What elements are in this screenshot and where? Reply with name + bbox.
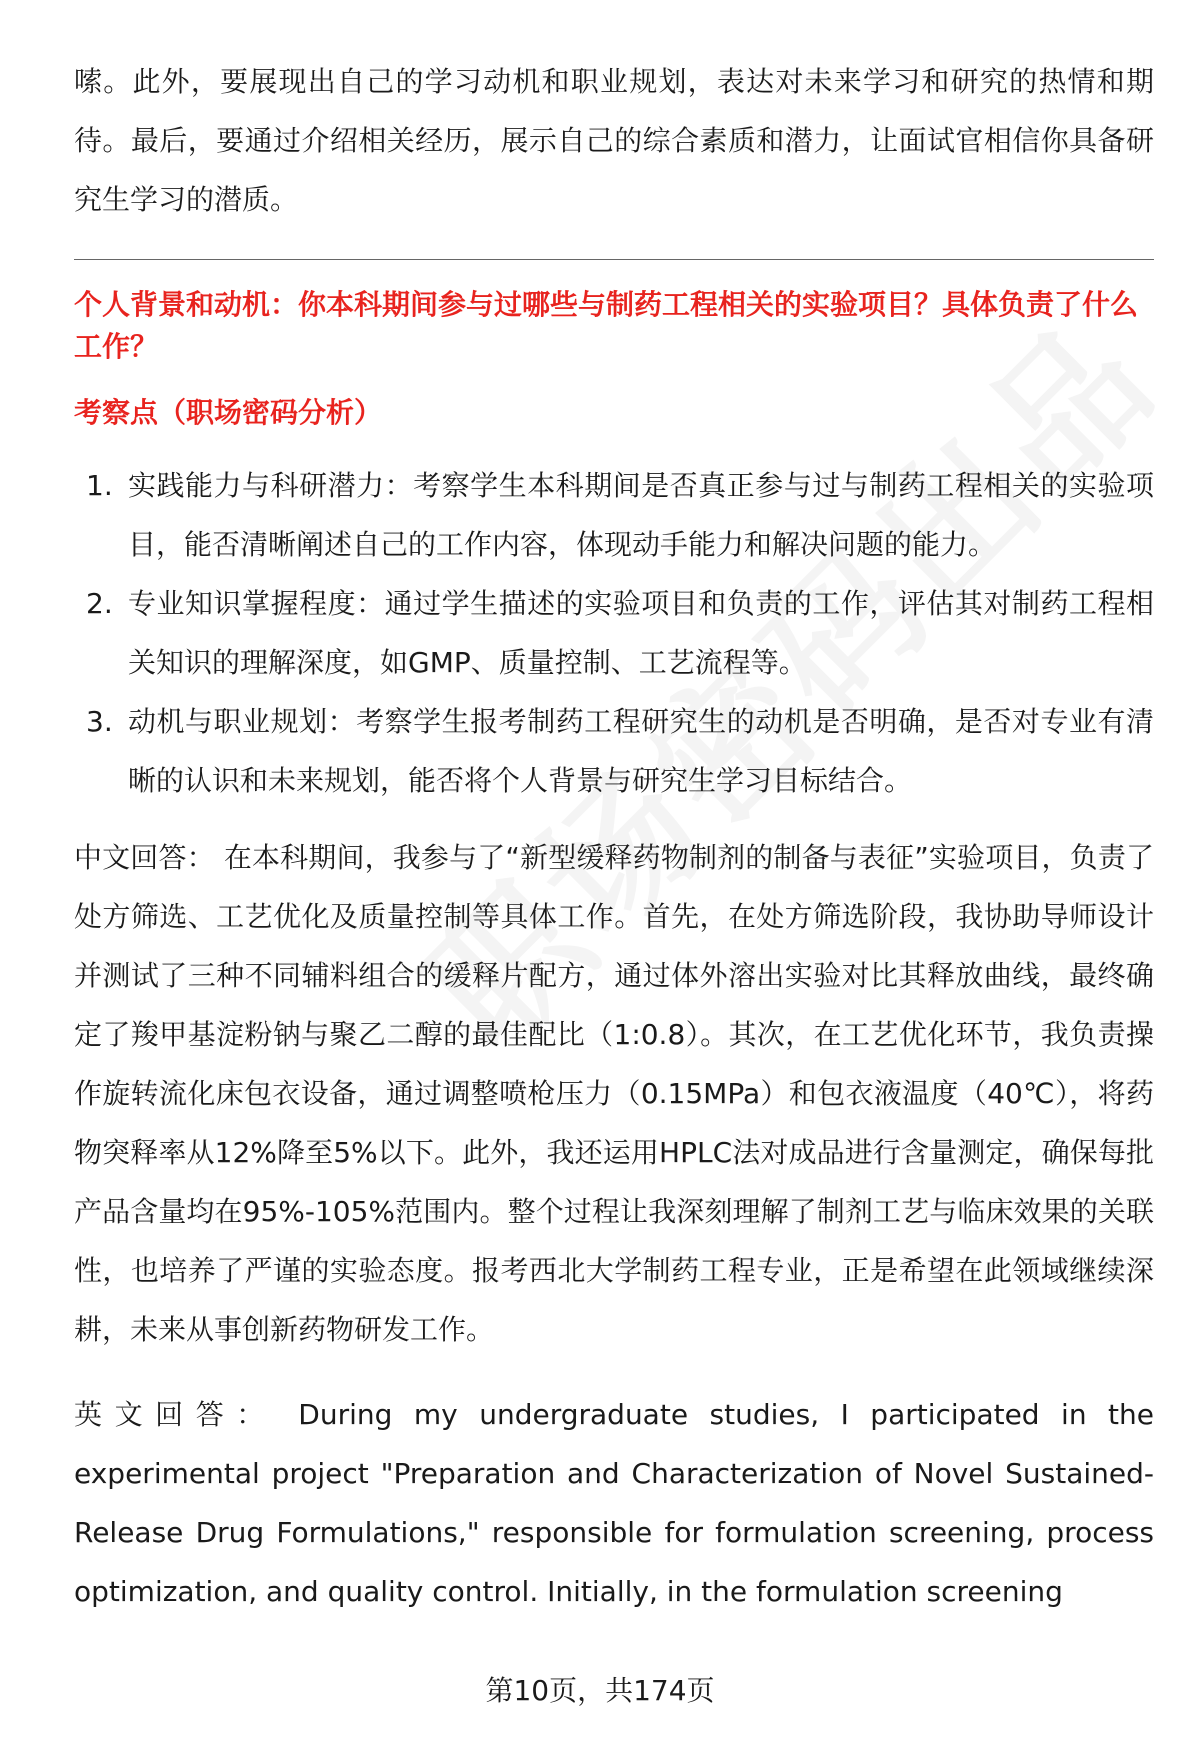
list-item-number: 3.: [86, 705, 113, 738]
intro-paragraph: 嗦。此外，要展现出自己的学习动机和职业规划，表达对未来学习和研究的热情和期待。最后，要通过介绍相关经历，展示自己的综合素质和潜力，让面试官相信你具备研究生学习的潜质。: [74, 65, 1154, 216]
question-heading: 个人背景和动机：你本科期间参与过哪些与制药工程相关的实验项目？具体负责了什么工作？: [74, 288, 1139, 363]
section-divider: [74, 259, 1154, 260]
english-answer-paragraph: 英文回答： During my undergraduate studies, I participated in the experimental project "Preparation and Characterization of Novel Sustained-Release Drug Formulations," responsible for formulation screening, process optimization, and quality control. Initially, in the formulation screening: [74, 1398, 1154, 1608]
chinese-answer-paragraph: 中文回答： 在本科期间，我参与了“新型缓释药物制剂的制备与表征”实验项目，负责了处方筛选、工艺优化及质量控制等具体工作。首先，在处方筛选阶段，我协助导师设计并测试了三种不同辅料组合的缓释片配方，通过体外溶出实验对比其释放曲线，最终确定了羧甲基淀粉钠与聚乙二醇的最佳配比（1:0.8）。其次，在工艺优化环节，我负责操作旋转流化床包衣设备，通过调整喷枪压力（0.15MPa）和包衣液温度（40℃），将药物突释率从12%降至5%以下。此外，我还运用HPLC法对成品进行含量测定，确保每批产品含量均在95%-105%范围内。整个过程让我深刻理解了制剂工艺与临床效果的关联性，也培养了严谨的实验态度。报考西北大学制药工程专业，正是希望在此领域继续深耕，未来从事创新药物研发工作。: [74, 841, 1154, 1346]
list-item: [74, 456, 1154, 574]
list-item-text: 实践能力与科研潜力：考察学生本科期间是否真正参与过与制药工程相关的实验项目，能否清晰阐述自己的工作内容，体现动手能力和解决问题的能力。: [128, 469, 1154, 561]
list-item-number: 2.: [86, 587, 113, 620]
assessment-subheading: 考察点（职场密码分析）: [74, 396, 383, 429]
list-item: [74, 692, 1154, 810]
document-page: [74, 52, 1154, 1621]
page-footer: 第10页，共174页: [485, 1674, 715, 1707]
list-item-text: 动机与职业规划：考察学生报考制药工程研究生的动机是否明确，是否对专业有清晰的认识和未来规划，能否将个人背景与研究生学习目标结合。: [128, 705, 1154, 797]
list-item-text: 专业知识掌握程度：通过学生描述的实验项目和负责的工作，评估其对制药工程相关知识的理解深度，如GMP、质量控制、工艺流程等。: [128, 587, 1154, 679]
assessment-points-list: [74, 456, 1154, 810]
list-item-number: 1.: [86, 469, 113, 502]
list-item: [74, 574, 1154, 692]
